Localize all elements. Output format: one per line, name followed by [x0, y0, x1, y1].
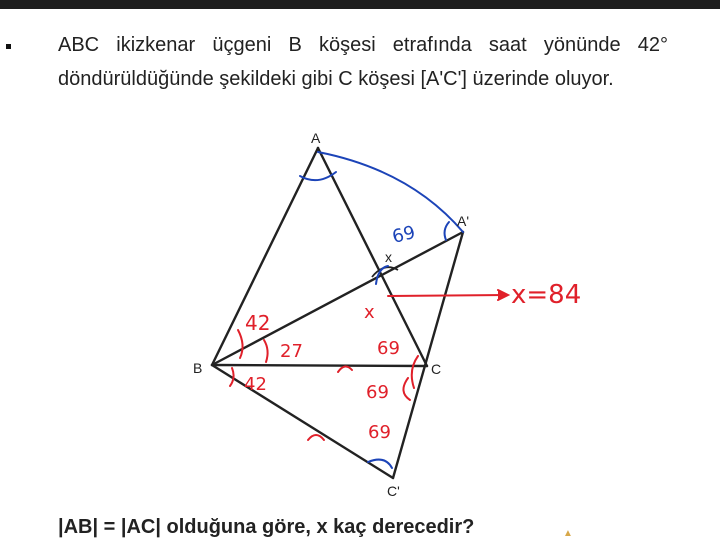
vertex-label-c-prime: C': [387, 483, 400, 499]
red-angle-x: x: [364, 302, 375, 323]
vertex-label-c: C: [431, 361, 442, 377]
red-arc-27: [264, 340, 268, 362]
edge-a-prime-c-prime: [393, 232, 463, 478]
watermark-icon: ▲: [563, 528, 573, 539]
red-tick-bc: [338, 366, 352, 372]
red-arrow-head: [498, 290, 508, 300]
red-angle-42-bottom: 42: [244, 374, 267, 395]
edge-bc: [212, 365, 427, 366]
red-tick-bc-prime: [308, 435, 324, 440]
vertex-label-a: A: [311, 130, 321, 146]
edge-ac: [318, 148, 427, 366]
red-arc-c-lower: [403, 378, 410, 400]
blue-angle-69-label: 69: [390, 221, 418, 248]
question-text: ABC ikizkenar üçgeni B köşesi etrafında saat yönünde 42° döndürüldüğünde şekildeki gibi C köşesi [A'C'] üzerinde oluyor.: [58, 34, 668, 90]
red-answer-text: x=84: [511, 280, 582, 310]
top-bar: [0, 0, 720, 9]
bullet-marker: [6, 44, 11, 49]
question-footer: |AB| = |AC| olduğuna göre, x kaç derecedir?: [58, 516, 475, 538]
angle-x-label: x: [385, 249, 392, 265]
blue-angle-a-prime: [445, 222, 449, 240]
red-angle-69-lower-1: 69: [366, 382, 389, 403]
vertex-label-b: B: [193, 360, 203, 376]
vertex-label-a-prime: A': [457, 213, 470, 229]
red-angle-42-top: 42: [245, 311, 271, 335]
red-arc-c: [412, 356, 418, 388]
red-angle-69: 69: [377, 338, 400, 359]
geometry-figure: [180, 120, 630, 510]
red-answer-arrow: [388, 295, 507, 296]
edge-ba-prime: [212, 232, 463, 365]
red-angle-69-lower-2: 69: [368, 422, 391, 443]
red-angle-27: 27: [280, 341, 303, 362]
red-arc-42-top: [238, 330, 243, 358]
